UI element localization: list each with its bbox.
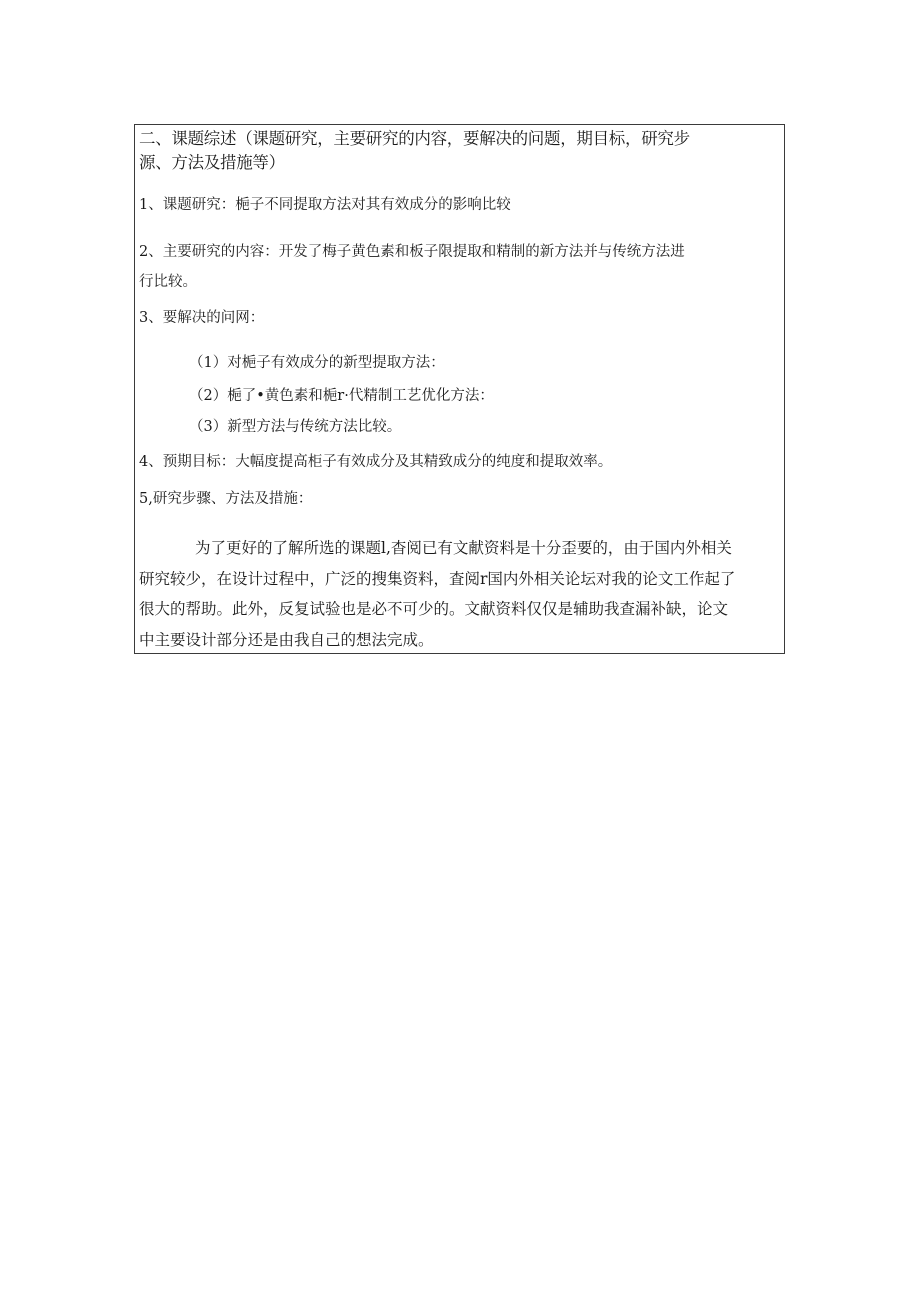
content-table-cell (134, 124, 785, 654)
paragraph-line-4: 中主要设计部分还是由我自己的想法完成。 (139, 631, 434, 649)
item-3: 3、要解决的问网： (139, 310, 265, 326)
item-4: 4、预期目标：大幅度提高柜子有效成分及其精致成分的纯度和提取效率。 (139, 454, 613, 470)
sub-item-3: （3）新型方法与传统方法比较。 (189, 419, 402, 435)
item-5: 5,研究步骤、方法及措施： (139, 491, 313, 507)
section-heading-line-2: 源、方法及措施等） (139, 153, 285, 172)
paragraph-line-3: 很大的帮助。此外，反复试验也是必不可少的。文献资料仅仅是辅助我查漏补缺，论文 (139, 600, 729, 618)
section-heading-line-1: 二、课题综述（课题研究，主要研究的内容，要解决的问题，期目标，研究步 (139, 129, 690, 148)
paragraph-line-1: 为了更好的了解所选的课题l,杳阅已有文献资料是十分歪要的，由于国内外相关 (195, 539, 732, 557)
paragraph-line-2: 研究较少，在设计过程中，广泛的搜集资料，査阅r国内外相关论坛对我的论文工作起了 (139, 570, 736, 588)
sub-item-1: （1）对梔子有效成分的新型提取方法： (189, 355, 445, 371)
sub-item-2: （2）梔了•黄色素和梔r·代精制工艺优化方法： (189, 388, 494, 404)
item-1: 1、课题研究：梔子不同提取方法对其有效成分的影响比较 (139, 197, 511, 213)
item-2-line-2: 行比较。 (139, 274, 197, 290)
item-2-line-1: 2、主要研究的内容：开发了梅子黄色素和板子限提取和精制的新方法并与传统方法进 (139, 244, 685, 260)
